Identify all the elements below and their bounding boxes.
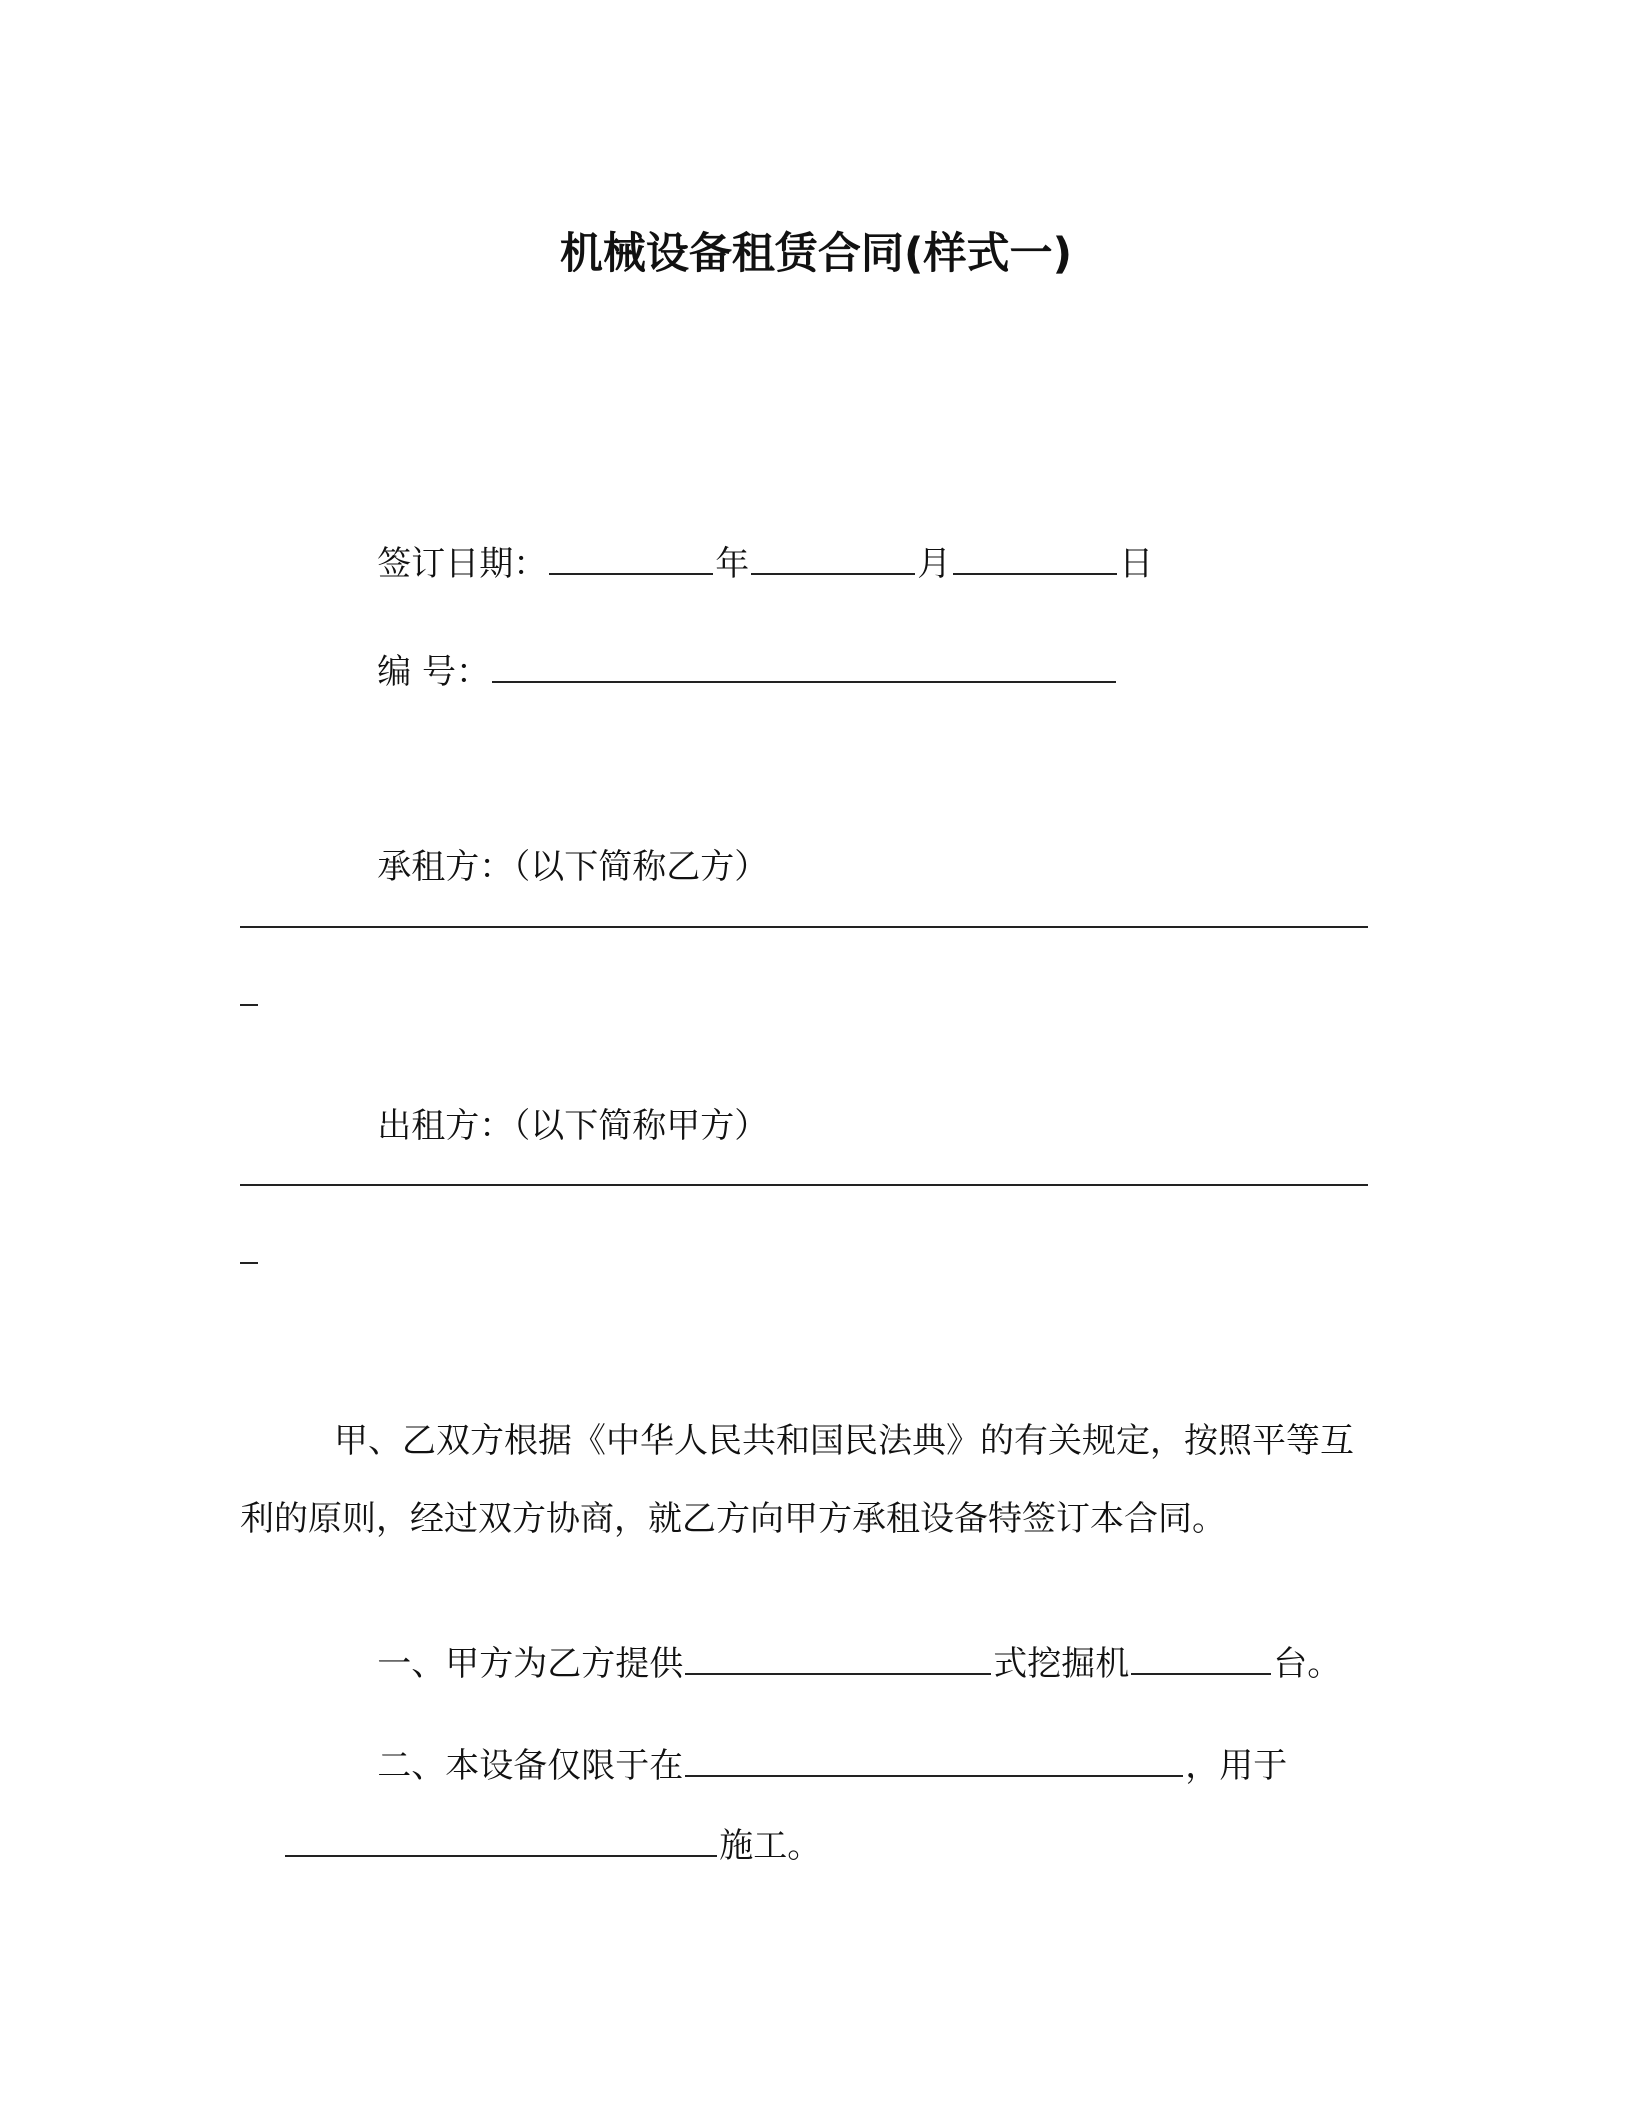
excavator-type-blank[interactable] (685, 1643, 991, 1675)
construction-purpose-blank[interactable] (285, 1825, 717, 1857)
month-unit: 月 (917, 544, 952, 584)
lessor-note: （以下简称甲方） (513, 1106, 769, 1146)
lessee-name-blank-tail (240, 1004, 258, 1006)
clause-1-middle: 式挖掘机 (993, 1644, 1130, 1684)
excavator-quantity-blank[interactable] (1131, 1643, 1271, 1675)
clause-2-middle: ，用于 (1185, 1746, 1288, 1786)
lessor-name-blank[interactable] (240, 1184, 1368, 1186)
contract-title: 机械设备租赁合同(样式一) (559, 229, 1073, 279)
year-unit: 年 (715, 544, 750, 584)
contract-number-label: 编 号： (377, 652, 491, 692)
contract-number-line (334, 606, 1118, 738)
clause-1-suffix: 台。 (1273, 1644, 1342, 1684)
day-unit: 日 (1119, 544, 1154, 584)
sign-date-label: 签订日期： (377, 544, 548, 584)
preamble-paragraph: 甲、乙双方根据《中华人民共和国民法典》的有关规定，按照平等互利的原则，经过双方协商，就乙方向甲方承租设备特签订本合同。 (240, 1421, 1354, 1539)
lessee-label: 承租方： (377, 847, 514, 887)
location-blank[interactable] (685, 1745, 1183, 1777)
month-blank[interactable] (751, 543, 915, 575)
lessee-line (334, 801, 768, 933)
clause-2-prefix: 二、本设备仅限于在 (377, 1746, 684, 1786)
lessee-name-blank[interactable] (240, 926, 1368, 928)
year-blank[interactable] (549, 543, 713, 575)
lessor-line (334, 1060, 768, 1192)
lessee-note: （以下简称乙方） (513, 847, 769, 887)
clause-2-continuation (240, 1780, 821, 1912)
clause-2-suffix: 施工。 (719, 1826, 822, 1866)
clause-1-prefix: 一、甲方为乙方提供 (377, 1644, 684, 1684)
contract-number-blank[interactable] (492, 651, 1116, 683)
day-blank[interactable] (953, 543, 1117, 575)
lessor-name-blank-tail (240, 1262, 258, 1264)
lessor-label: 出租方： (377, 1106, 514, 1146)
